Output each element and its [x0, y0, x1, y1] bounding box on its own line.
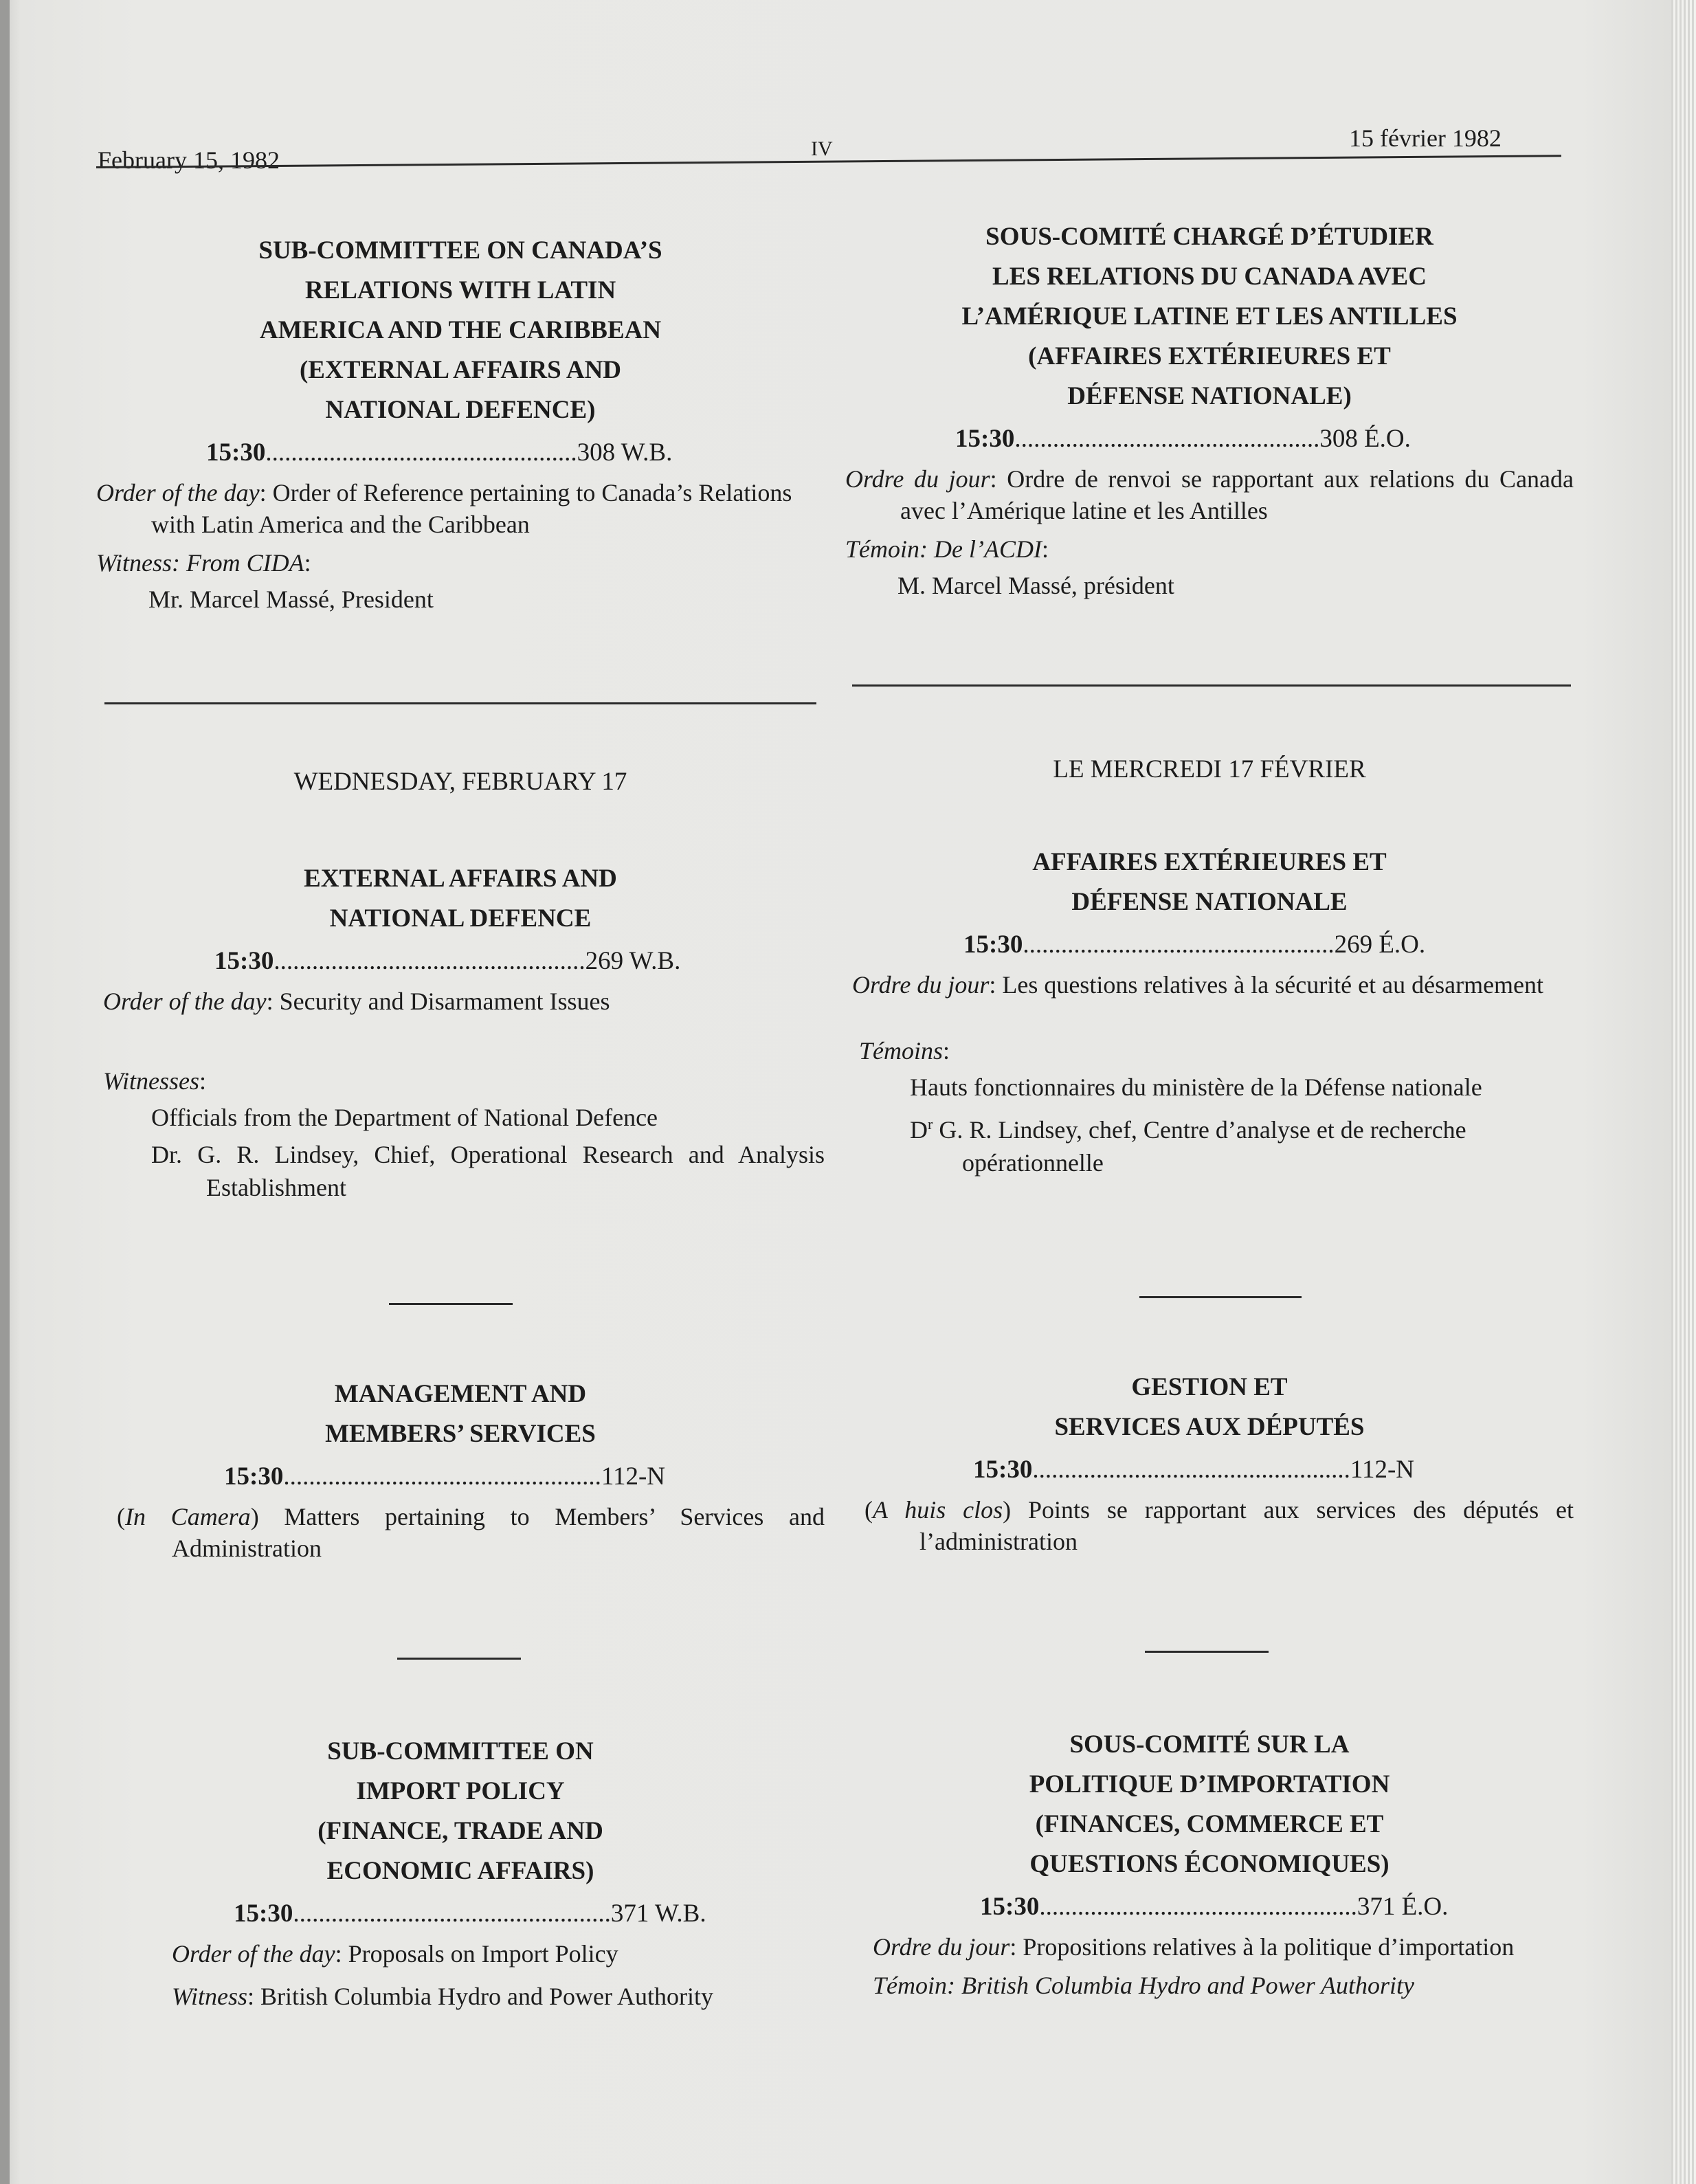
day-heading: LE MERCREDI 17 FÉVRIER	[1053, 755, 1366, 783]
meeting-block-management	[96, 1374, 825, 1564]
order-of-day: Order of the day: Proposals on Import Policy	[172, 1940, 618, 1968]
witness-name: Mr. Marcel Massé, President	[148, 586, 434, 613]
meeting-block-latin-america	[96, 231, 825, 616]
section-divider	[1139, 1296, 1302, 1298]
in-camera-note: (A huis clos) Points se rapportant aux services des députés et l’administration	[864, 1496, 1574, 1555]
section-divider	[104, 702, 816, 704]
committee-title: SOUS-COMITÉ CHARGÉ D’ÉTUDIER LES RELATIONS DU CANADA AVEC L’AMÉRIQUE LATINE ET LES ANTILLES (AFFAIRES EXTÉRIEURES ET DÉFENSE NATIONALE)	[961, 223, 1458, 410]
committee-title: SOUS-COMITÉ SUR LA POLITIQUE D’IMPORTATION (FINANCES, COMMERCE ET QUESTIONS ÉCONOMIQUES)	[1029, 1730, 1390, 1878]
time-room-line: 15:30.................................................269 É.O.	[963, 931, 1426, 959]
witness-item: $D^r$ G. R. Lindsey, chef, Centre d’analyse et de recherche opérationnelle	[910, 1115, 1466, 1177]
page-edges	[1671, 0, 1696, 2184]
meeting-block-external-affairs	[96, 859, 825, 1204]
section-divider	[1145, 1651, 1269, 1653]
time-room-line: 15:30..................................................112-N	[224, 1462, 665, 1491]
section-divider	[389, 1303, 513, 1305]
meeting-block-affaires-exterieures	[845, 843, 1574, 1179]
meeting-block-amerique-latine	[845, 217, 1574, 602]
committee-title: SUB-COMMITTEE ON IMPORT POLICY (FINANCE, TRADE AND ECONOMIC AFFAIRS)	[317, 1737, 603, 1885]
witnesses-label: Témoins:	[859, 1037, 950, 1065]
meeting-block-import-policy	[96, 1732, 825, 2012]
header-right-date: 15 février 1982	[1349, 124, 1502, 152]
in-camera-note: (In Camera) Matters pertaining to Members’ Services and Administration	[117, 1503, 825, 1562]
witness-line: Witness: British Columbia Hydro and Power Authority	[172, 1983, 713, 2010]
committee-title: AFFAIRES EXTÉRIEURES ET DÉFENSE NATIONALE	[1032, 848, 1387, 916]
committee-title: SUB-COMMITTEE ON CANADA’S RELATIONS WITH LATIN AMERICA AND THE CARIBBEAN (EXTERNAL AFFAIRS AND NATIONAL DEFENCE)	[258, 236, 662, 424]
binding-spine	[0, 0, 10, 2184]
witness-label: Witness: From CIDA:	[96, 549, 311, 577]
order-of-day: Ordre du jour: Propositions relatives à la politique d’importation	[873, 1933, 1515, 1961]
order-of-day: Ordre du jour: Les questions relatives à la sécurité et au désarmement	[852, 971, 1544, 999]
witness-item: Hauts fonctionnaires du ministère de la Défense nationale	[910, 1073, 1482, 1101]
time-room-line: 15:30................................................308 É.O.	[955, 425, 1411, 453]
witness-label: Témoin: De l’ACDI:	[845, 535, 1049, 563]
section-divider	[397, 1658, 521, 1660]
day-heading: WEDNESDAY, FEBRUARY 17	[293, 768, 627, 796]
committee-title: MANAGEMENT AND MEMBERS’ SERVICES	[325, 1380, 596, 1448]
time-room-line: 15:30.................................................269 W.B.	[214, 947, 681, 975]
time-room-line: 15:30..................................................371 W.B.	[234, 1899, 706, 1928]
witness-line: Témoin: British Columbia Hydro and Power Authority	[873, 1972, 1414, 1999]
meeting-block-gestion	[845, 1368, 1574, 1557]
time-room-line: 15:30..................................................371 É.O.	[980, 1893, 1449, 1921]
order-of-day: Ordre du jour: Ordre de renvoi se rapportant aux relations du Canada avec l’Amérique latine et les Antilles	[845, 465, 1574, 524]
header-left-date: February 15, 1982	[98, 146, 280, 174]
order-of-day: Order of the day: Order of Reference pertaining to Canada’s Relations with Latin America and the Caribbean	[96, 479, 792, 538]
witness-name: M. Marcel Massé, président	[897, 572, 1174, 599]
header-page-number: IV	[811, 137, 833, 160]
order-of-day: Order of the day: Security and Disarmament Issues	[103, 988, 610, 1015]
section-divider	[852, 684, 1571, 687]
witness-item: Officials from the Department of National Defence	[151, 1104, 658, 1131]
meeting-block-politique-importation	[845, 1725, 1574, 2001]
committee-title: EXTERNAL AFFAIRS AND NATIONAL DEFENCE	[304, 865, 617, 933]
time-room-line: 15:30..................................................112-N	[973, 1456, 1414, 1484]
time-room-line: 15:30.................................................308 W.B.	[206, 438, 673, 467]
witness-item: Dr. G. R. Lindsey, Chief, Operational Research and Analysis Establishment	[151, 1141, 825, 1201]
witnesses-label: Witnesses:	[103, 1067, 207, 1095]
committee-title: GESTION ET SERVICES AUX DÉPUTÉS	[1054, 1373, 1365, 1441]
